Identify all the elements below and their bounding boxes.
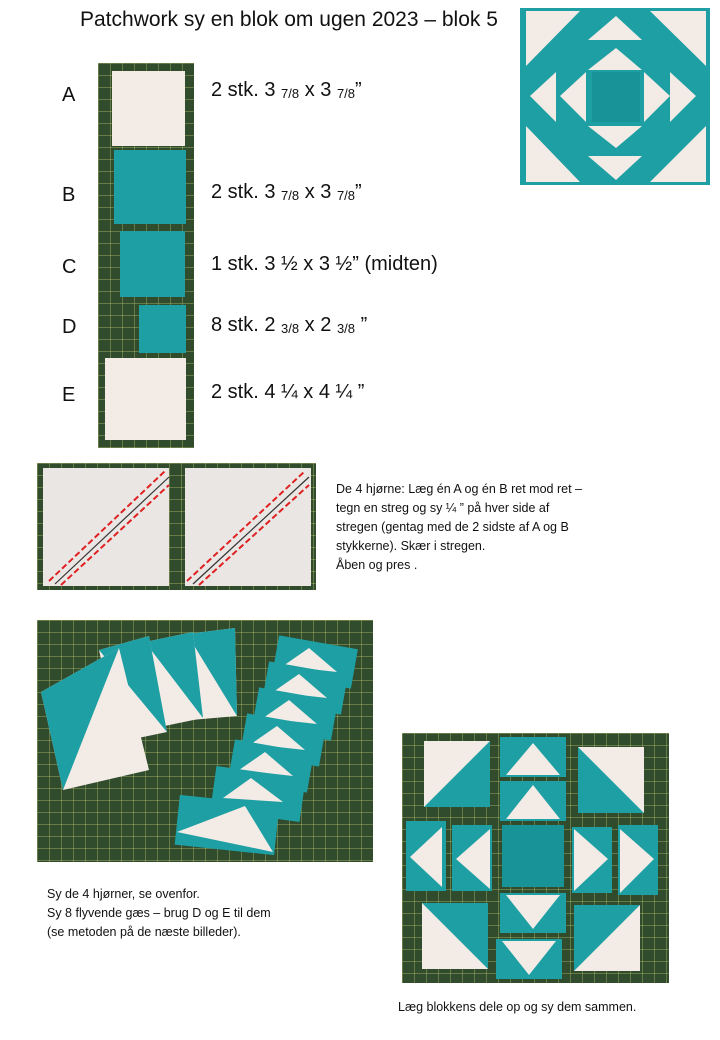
- piece-dimension: 1 stk. 3 ½ x 3 ½” (midten): [211, 253, 438, 275]
- seam-lines-drawing: [37, 463, 316, 590]
- piece-b-swatch: [114, 150, 186, 224]
- piece-e-swatch: [105, 358, 186, 440]
- piece-letter: B: [62, 184, 76, 206]
- piece-letter: E: [62, 384, 76, 406]
- fabric-pieces-photo: [98, 63, 194, 448]
- page-title: Patchwork sy en blok om ugen 2023 – blok 5: [80, 8, 498, 31]
- seam-lines-photo: [37, 463, 316, 590]
- piece-letter: D: [62, 316, 77, 338]
- block-layout-photo: [402, 733, 669, 983]
- piece-letter: C: [62, 256, 77, 278]
- finished-block-photo: [520, 8, 710, 185]
- geese-instructions: Sy de 4 hjørner, se ovenfor. Sy 8 flyvende gæs – brug D og E til dem (se metoden på de næste billeder).: [47, 887, 271, 939]
- sewn-units-drawing: [37, 620, 373, 862]
- corners-instructions: De 4 hjørne: Læg én A og én B ret mod ret – tegn en streg og sy ¼ ” på hver side af stregen (gentag med de 2 sidste af A og B stykkerne). Skær i stregen. Åben og pres .: [336, 482, 582, 572]
- piece-c-swatch: [120, 231, 185, 297]
- piece-dimension: 8 stk. 2 $_{3/8}$ x 2 $_{3/8}$ ”: [211, 314, 368, 336]
- block-layout-drawing: [402, 733, 669, 983]
- piece-letter: A: [62, 84, 76, 106]
- piece-dimension: 2 stk. 3 $_{7/8}$ x 3 $_{7/8}$”: [211, 79, 362, 101]
- sewn-units-photo: [37, 620, 373, 862]
- piece-dimension: 2 stk. 3 $_{7/8}$ x 3 $_{7/8}$”: [211, 181, 362, 203]
- piece-a-swatch: [112, 71, 185, 146]
- piece-dimension: 2 stk. 4 ¼ x 4 ¼ ”: [211, 381, 365, 403]
- assemble-instructions: Læg blokkens dele op og sy dem sammen.: [398, 1000, 637, 1014]
- piece-d-swatch: [139, 305, 186, 353]
- finished-block-drawing: [520, 8, 710, 185]
